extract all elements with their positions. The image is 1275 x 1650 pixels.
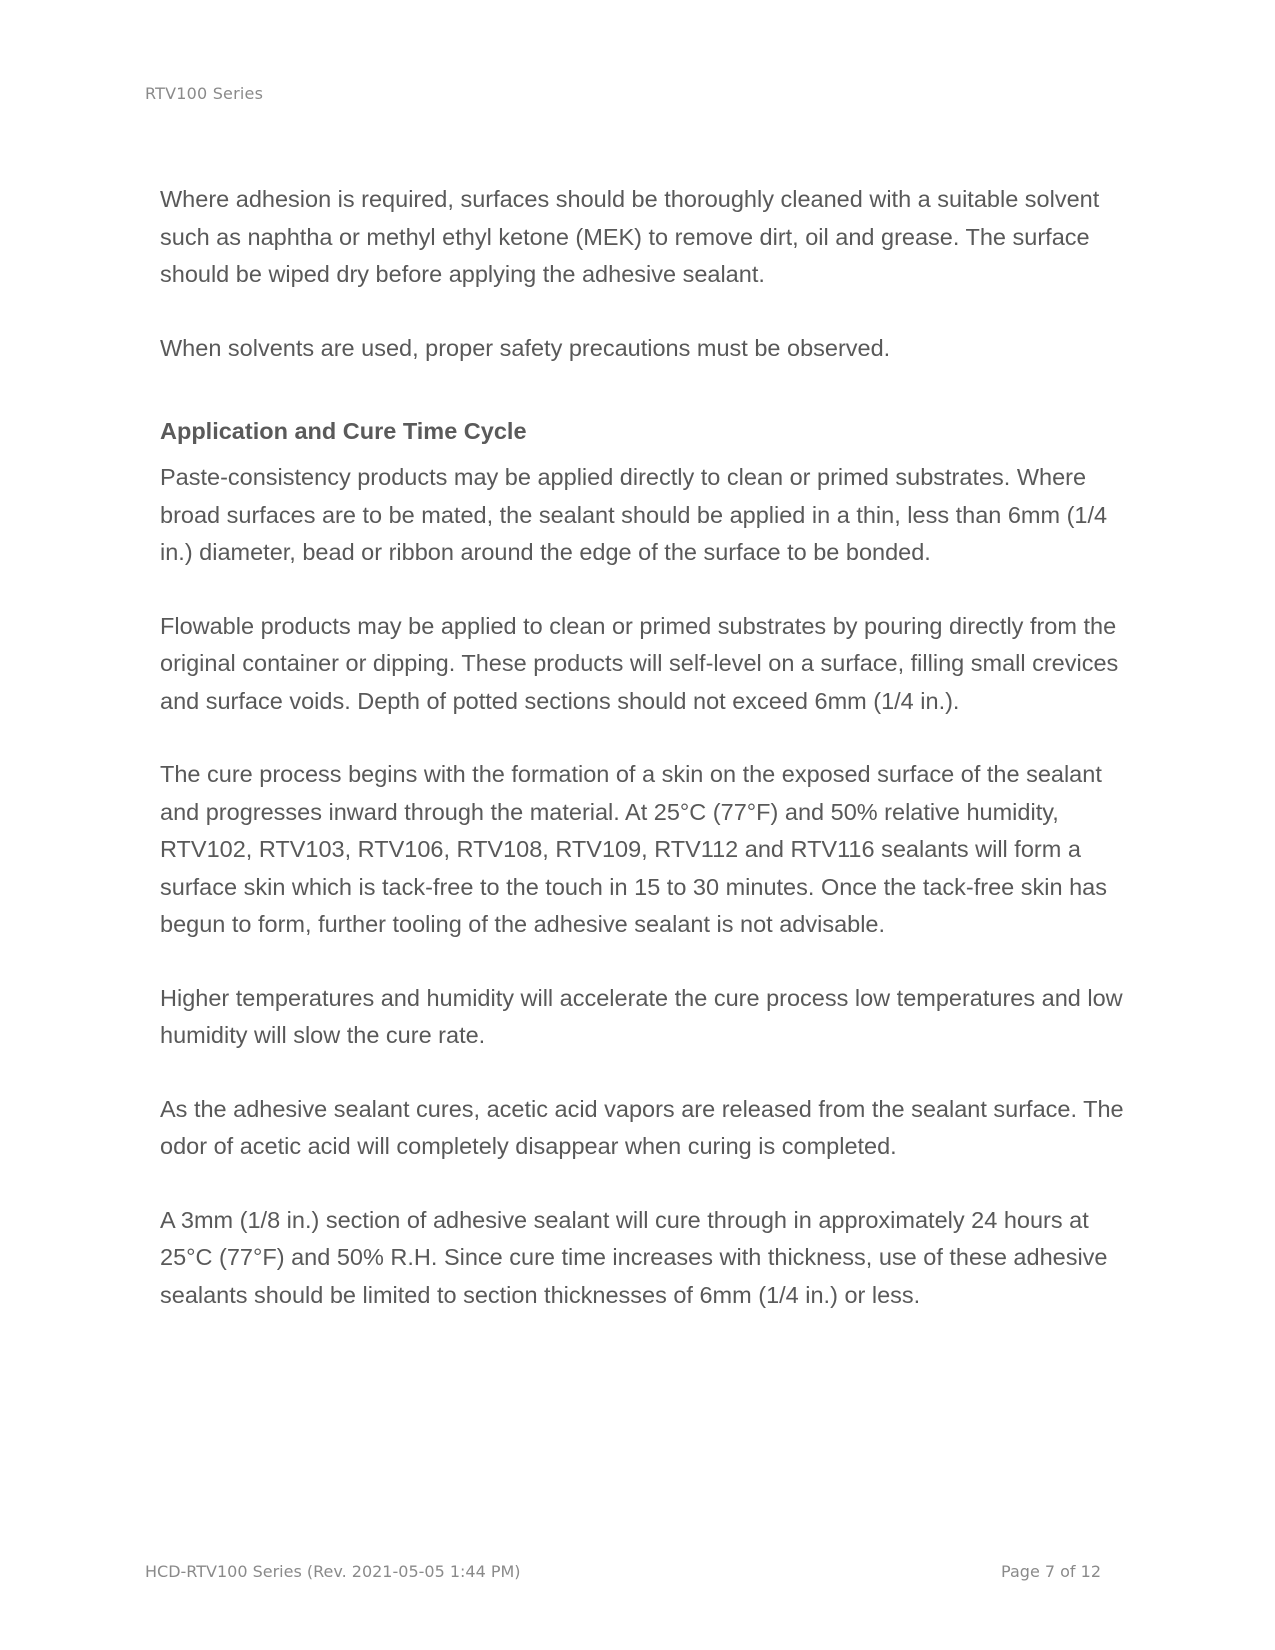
paragraph-surface-cleaning: Where adhesion is required, surfaces should be thoroughly cleaned with a suitable solvent such as naphtha or methyl ethyl ketone (MEK) to remove dirt, oil and grease. The surface should be wiped dry before applying the adhesive sealant.: [160, 186, 1100, 287]
document-body: [160, 181, 1140, 1350]
paragraph-cure-process: The cure process begins with the formation of a skin on the exposed surface of the sealant and progresses inward through the material. At 25°C (77°F) and 50% relative humidity, RTV102, RTV103, RTV106, RTV108, RTV109, RTV112 and RTV116 sealants will form a surface skin which is tack-free to the touch in 15 to 30 minutes. Once the tack-free skin has begun to form, further tooling of the adhesive sealant is not advisable.: [160, 761, 1107, 937]
footer-document-id: HCD-RTV100 Series (Rev. 2021-05-05 1:44 PM): [145, 1562, 521, 1581]
paragraph-acetic-acid: As the adhesive sealant cures, acetic acid vapors are released from the sealant surface. The odor of acetic acid will completely disappear when curing is completed.: [160, 1095, 1124, 1159]
paragraph-cure-thickness: A 3mm (1/8 in.) section of adhesive sealant will cure through in approximately 24 hours at 25°C (77°F) and 50% R.H. Since cure time increases with thickness, use of these adhesive sealants should be limited to section thicknesses of 6mm (1/4 in.) or less.: [160, 1206, 1108, 1308]
paragraph-flowable-application: Flowable products may be applied to clean or primed substrates by pouring directly from the original container or dipping. These products will self-level on a surface, filling small crevices and surface voids. Depth of potted sections should not exceed 6mm (1/4 in.).: [160, 612, 1119, 714]
paragraph-paste-application: Paste-consistency products may be applied directly to clean or primed substrates. Where broad surfaces are to be mated, the sealant should be applied in a thin, less than 6mm (1/4 in.) diameter, bead or ribbon around the edge of the surface to be bonded.: [160, 464, 1108, 565]
paragraph-solvent-safety: When solvents are used, proper safety precautions must be observed.: [160, 334, 891, 361]
running-header: RTV100 Series: [145, 84, 264, 103]
section-heading: Application and Cure Time Cycle: [160, 418, 527, 444]
footer-page-number: Page 7 of 12: [1001, 1562, 1101, 1581]
paragraph-temperature-humidity: Higher temperatures and humidity will accelerate the cure process low temperatures and low humidity will slow the cure rate.: [160, 984, 1123, 1048]
